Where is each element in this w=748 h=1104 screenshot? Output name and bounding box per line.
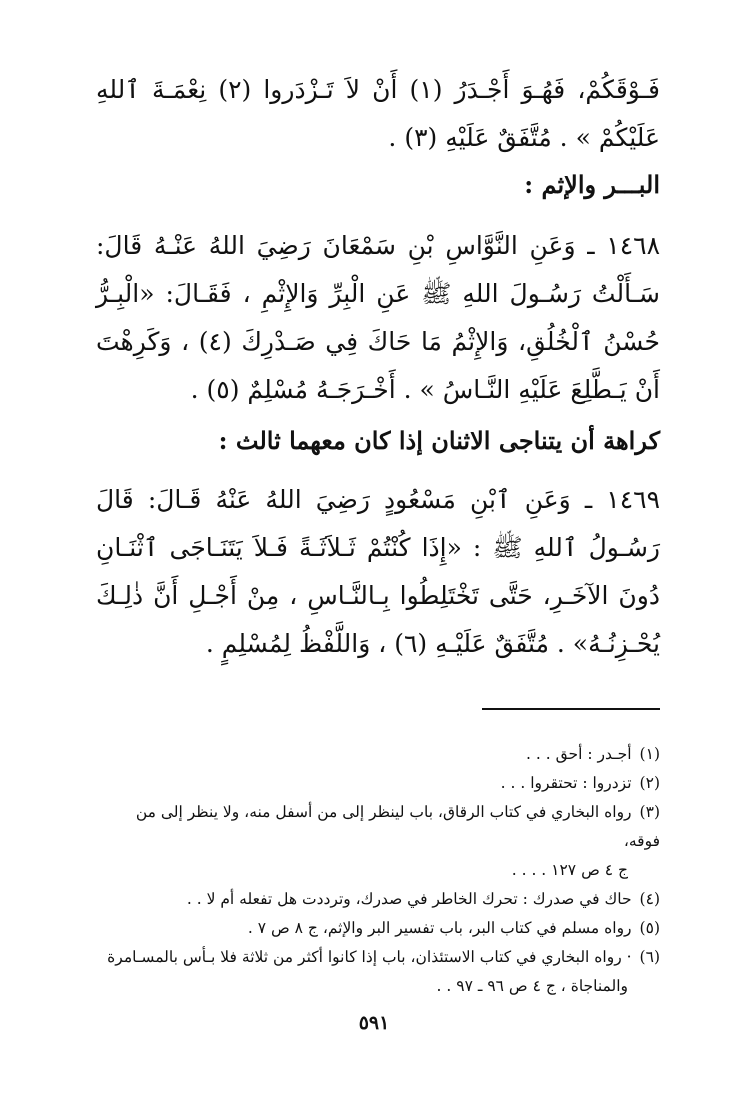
footnote-number: (٥) — [639, 919, 660, 937]
footnote-number: (١) — [639, 745, 660, 763]
footnote-continuation: ج ٤ ص ١٢٧ . . . . — [511, 861, 628, 879]
section-heading-karaha: كراهة أن يتناجى الاثنان إذا كان معهما ثالث : — [218, 426, 660, 455]
footnote-text: رواه مسلم في كتاب البر، باب تفسير البر والإثم، ج ٨ ص ٧ . — [247, 919, 632, 937]
footnote-item — [96, 885, 660, 914]
footnote-number: (٣) — [639, 803, 660, 821]
page-number: ٥٩١ — [358, 1012, 390, 1034]
paragraph-continuation: فَـوْقَكُمْ، فَهُـوَ أَجْـدَرُ (١) أَنْ لاَ تَـزْدَروا (٢) نِعْمَـةَ ٱللهِ عَلَيْكُمْ » . مُتَّفَقٌ عَلَيْهِ (٣) . — [96, 75, 660, 152]
footnote-continuation: والمناجاة ، ج ٤ ص ٩٦ ـ ٩٧ . . — [436, 977, 628, 995]
footnote-item — [96, 943, 660, 972]
footnote-number: (٤) — [639, 890, 660, 908]
footnote-number: (٦) — [639, 948, 660, 966]
footnote-text: · رواه البخاري في كتاب الاستئذان، باب إذا كانوا أكثر من ثلاثة فلا بـأس بالمسـامرة — [107, 948, 632, 966]
footnote-text: حاك في صدرك : تحرك الخاطر في صدرك، وترددت هل تفعله أم لا . . — [186, 890, 632, 908]
footnote-item — [96, 798, 660, 856]
section-heading-birr: البـــر والإثم : — [524, 170, 660, 199]
footnote-divider — [482, 708, 660, 710]
footnote-text: رواه البخاري في كتاب الرقاق، باب لينظر إلى من أسفل منه، ولا ينظر إلى من فوقه، — [135, 803, 660, 850]
footnote-item — [96, 914, 660, 943]
hadith-1468: ١٤٦٨ ـ وَعَنِ النَّوَّاسِ بْنِ سَمْعَانَ رَضِيَ اللهُ عَنْـهُ قَالَ: سَـأَلْتُ رَسُـولَ اللهِ ﷺ عَنِ الْبِرِّ وَالإِثْمِ ، فَقَـالَ: «الْبِـرُّ حُسْنُ ٱلْخُلُقِ، وَالإِثْمُ مَا حَاكَ فِي صَـدْرِكَ (٤) ، وَكَرِهْتَ أَنْ يَـطَّلِعَ عَلَيْهِ النَّـاسُ » . أَخْـرَجَـهُ مُسْلِمٌ (٥) . — [96, 231, 661, 404]
footnote-text: تزدروا : تحتقروا . . . — [500, 774, 632, 792]
footnote-item — [96, 740, 660, 769]
footnote-number: (٢) — [639, 774, 660, 792]
footnote-item — [96, 769, 660, 798]
footnote-text: أجـدر : أحق . . . — [526, 745, 632, 763]
footnotes-list — [96, 740, 660, 1001]
hadith-1469: ١٤٦٩ ـ وَعَنِ ٱبْنِ مَسْعُودٍ رَضِيَ اللهُ عَنْهُ قَـالَ: قَالَ رَسُـولُ ٱللهِ ﷺ : «إِذَا كُنْتُمْ ثَـلاَثَـةً فَـلاَ يَتَنَـاجَى ٱثْنَـانِ دُونَ الآخَـرِ، حَتَّى تَخْتَلِطُوا بِـالنَّـاسِ ، مِنْ أَجْـلِ أَنَّ ذٰلِـكَ يُحْـزِنُـهُ» . مُتَّفَقٌ عَلَيْـهِ (٦) ، وَاللَّفْظُ لِمُسْلِمٍ . — [96, 485, 660, 658]
